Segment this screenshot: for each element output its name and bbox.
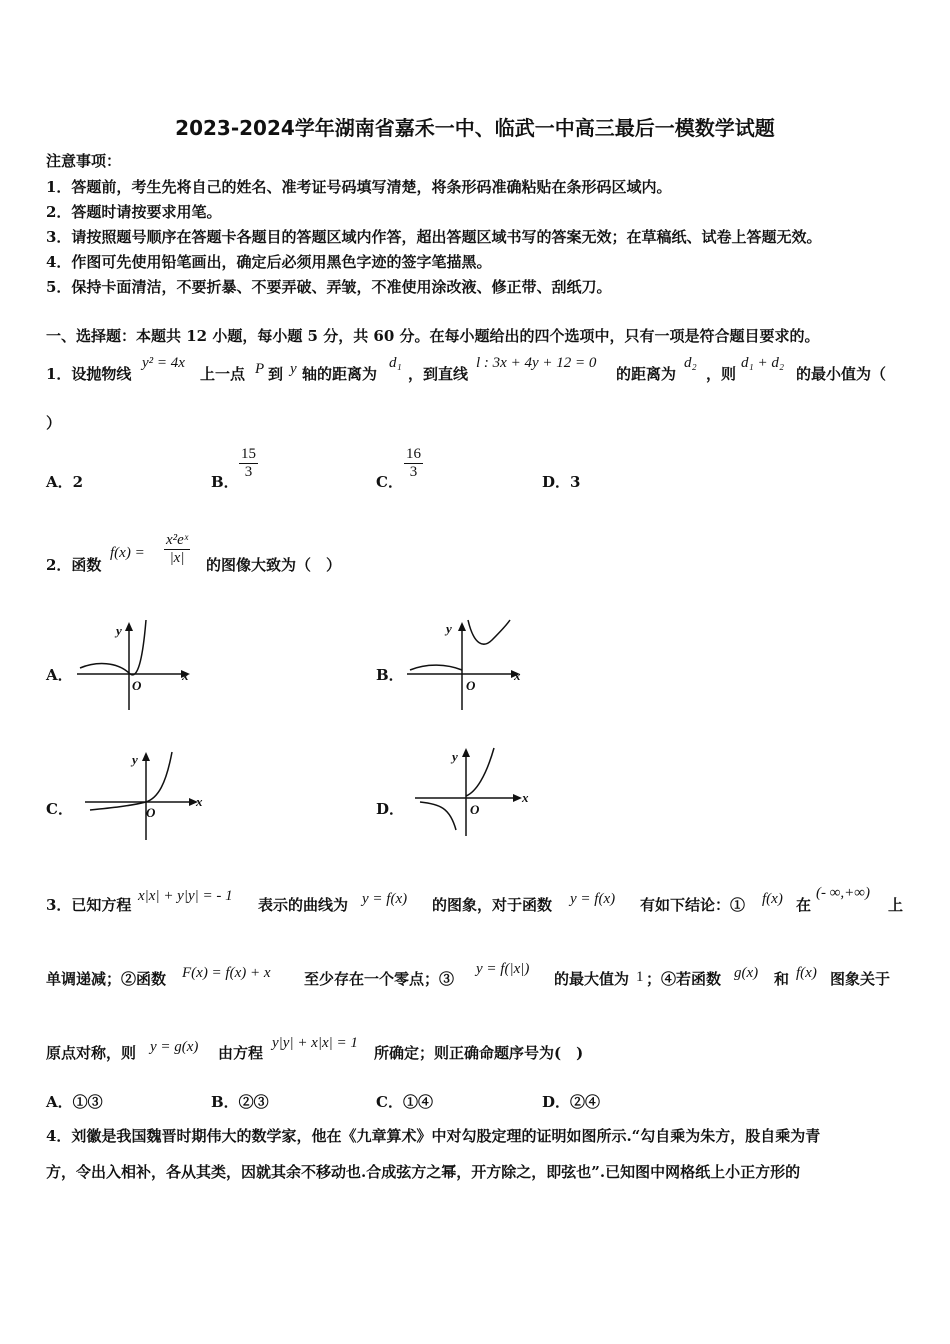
q3-option-d[interactable]: D．②④ (542, 1093, 601, 1111)
origin-label: O (470, 802, 480, 817)
q3-text: 的最大值为 (554, 970, 630, 988)
question-1 (46, 354, 926, 394)
q3-text: 单调递减；②函数 (46, 970, 167, 988)
q2-text: 的图像大致为（ ） (206, 556, 342, 574)
q2-graph-c[interactable] (80, 748, 210, 843)
fraction-numerator: 16 (406, 446, 421, 462)
q3-math: F(x) = f(x) + x (182, 965, 271, 981)
q1-option-d[interactable]: D．3 (542, 473, 581, 491)
notice-item: 5．保持卡面清洁，不要折暴、不要弄破、弄皱，不准使用涂改液、修正带、刮纸刀。 (46, 278, 612, 296)
q3-text: 有如下结论：① (640, 896, 746, 914)
q3-math: y = f(x) (362, 891, 408, 907)
q2-text: 2．函数 (46, 556, 102, 574)
q1-text: 的距离为 (616, 365, 677, 383)
q3-math: (- ∞,+∞) (816, 885, 870, 901)
question-3-line-3 (46, 1032, 916, 1068)
axis-x-label: x (514, 668, 521, 683)
axis-y-label: y (132, 752, 138, 767)
q3-math: f(x) (796, 965, 817, 981)
q2-option-c-label[interactable]: C． (46, 800, 73, 818)
notice-item: 4．作图可先使用铅笔画出，确定后必须用黑色字迹的签字笔描黑。 (46, 253, 492, 271)
page-title: 2023-2024学年湖南省嘉禾一中、临武一中高三最后一模数学试题 (175, 116, 775, 140)
q1-text: 轴的距离为 (302, 365, 378, 383)
axis-x-label: x (182, 668, 189, 683)
notice-heading: 注意事项： (46, 152, 122, 170)
q3-text: 的图象，对于函数 (432, 896, 553, 914)
q1-math: y (290, 361, 297, 377)
q3-text: 3．已知方程 (46, 896, 132, 914)
q1-option-c[interactable] (376, 446, 466, 498)
q1-text: 1．设抛物线 (46, 365, 132, 383)
q3-math: f(x) (762, 891, 783, 907)
q3-math: y = f(x) (570, 891, 616, 907)
q3-math: y|y| + x|x| = 1 (272, 1035, 358, 1051)
axis-x-label: x (196, 794, 203, 809)
q2-option-a-label[interactable]: A． (46, 666, 73, 684)
q3-text: 所确定；则正确命题序号为( ) (374, 1044, 584, 1062)
fraction-numerator: x²eˣ (166, 532, 189, 548)
fraction-denominator: 3 (409, 464, 418, 480)
q3-text: 表示的曲线为 (258, 896, 349, 914)
q1-option-b-label: B． (211, 473, 239, 491)
q3-math: g(x) (734, 965, 759, 981)
origin-label: O (466, 678, 476, 693)
q3-text: 图象关于 (830, 970, 891, 988)
q2-graph-d[interactable] (410, 744, 540, 839)
q1-text: ，则 (706, 365, 737, 383)
q2-option-b-label[interactable]: B． (376, 666, 404, 684)
q3-math: 1 (636, 969, 644, 985)
axis-x-label: x (522, 790, 529, 805)
axis-y-label: y (446, 621, 452, 636)
q1-option-a[interactable]: A．2 (46, 473, 84, 491)
q1-math: l : 3x + 4y + 12 = 0 (476, 355, 597, 371)
q4-line: 4．刘徽是我国魏晋时期伟大的数学家，他在《九章算术》中对勾股定理的证明如图所示.“勾自乘为朱方，股自乘为青 (46, 1127, 821, 1145)
q1-option-c-fraction (404, 446, 423, 481)
question-3-line-2 (46, 958, 916, 994)
q4-line: 方，令出入相补，各从其类，因就其余不移动也.合成弦方之幂，开方除之，即弦也”.已知图中网格纸上小正方形的 (46, 1163, 801, 1181)
q2-graph-a[interactable] (72, 618, 202, 713)
q1-math: y² = 4x (142, 355, 185, 371)
origin-label: O (132, 678, 142, 693)
fraction-denominator: 3 (244, 464, 253, 480)
q1-text: 上一点 (200, 365, 246, 383)
q3-text: 至少存在一个零点；③ (304, 970, 455, 988)
q1-option-b[interactable] (211, 446, 301, 498)
q3-text: 在 (796, 896, 812, 914)
axis-y-label: y (452, 749, 458, 764)
notice-item: 1．答题前，考生先将自己的姓名、准考证号码填写清楚，将条形码准确粘贴在条形码区域内。 (46, 178, 672, 196)
q2-math: f(x) = (110, 545, 145, 561)
q2-option-d-label[interactable]: D． (376, 800, 405, 818)
q1-math: P (255, 361, 265, 377)
q3-math: y = g(x) (150, 1039, 199, 1055)
q1-math: d₁ + d₂ (741, 355, 785, 371)
q1-text: 的最小值为（ (796, 365, 887, 383)
q3-option-a[interactable]: A．①③ (46, 1093, 103, 1111)
q3-math: x|x| + y|y| = - 1 (138, 888, 233, 904)
q1-text: 到 (268, 365, 284, 383)
notice-item: 3．请按照题号顺序在答题卡各题目的答题区域内作答，超出答题区域书写的答案无效；在草稿纸、试卷上答题无效。 (46, 228, 822, 246)
q2-fraction (164, 532, 190, 567)
origin-label: O (146, 805, 156, 820)
section-heading: 一、选择题：本题共 12 小题，每小题 5 分，共 60 分。在每小题给出的四个选项中，只有一项是符合题目要求的。 (46, 327, 820, 345)
q3-math: y = f(|x|) (476, 961, 530, 977)
axis-y-label: y (116, 623, 122, 638)
question-2 (46, 532, 446, 588)
q3-option-b[interactable]: B．②③ (211, 1093, 269, 1111)
q1-text: ） (46, 414, 62, 432)
q3-text: 上 (888, 896, 904, 914)
q3-option-c[interactable]: C．①④ (376, 1093, 433, 1111)
q1-math: d₁ (389, 355, 402, 371)
fraction-numerator: 15 (241, 446, 256, 462)
notice-item: 2．答题时请按要求用笔。 (46, 203, 222, 221)
q3-text: 由方程 (218, 1044, 264, 1062)
q2-graph-b[interactable] (402, 618, 532, 713)
q1-text: ，到直线 (408, 365, 469, 383)
q3-text: 原点对称，则 (46, 1044, 137, 1062)
q1-option-c-label: C． (376, 473, 403, 491)
q3-text: 和 (774, 970, 790, 988)
q1-math: d₂ (684, 355, 697, 371)
fraction-denominator: |x| (169, 550, 185, 566)
question-3-line-1 (46, 884, 916, 920)
q1-option-b-fraction (239, 446, 258, 481)
q3-text: ；④若函数 (646, 970, 722, 988)
